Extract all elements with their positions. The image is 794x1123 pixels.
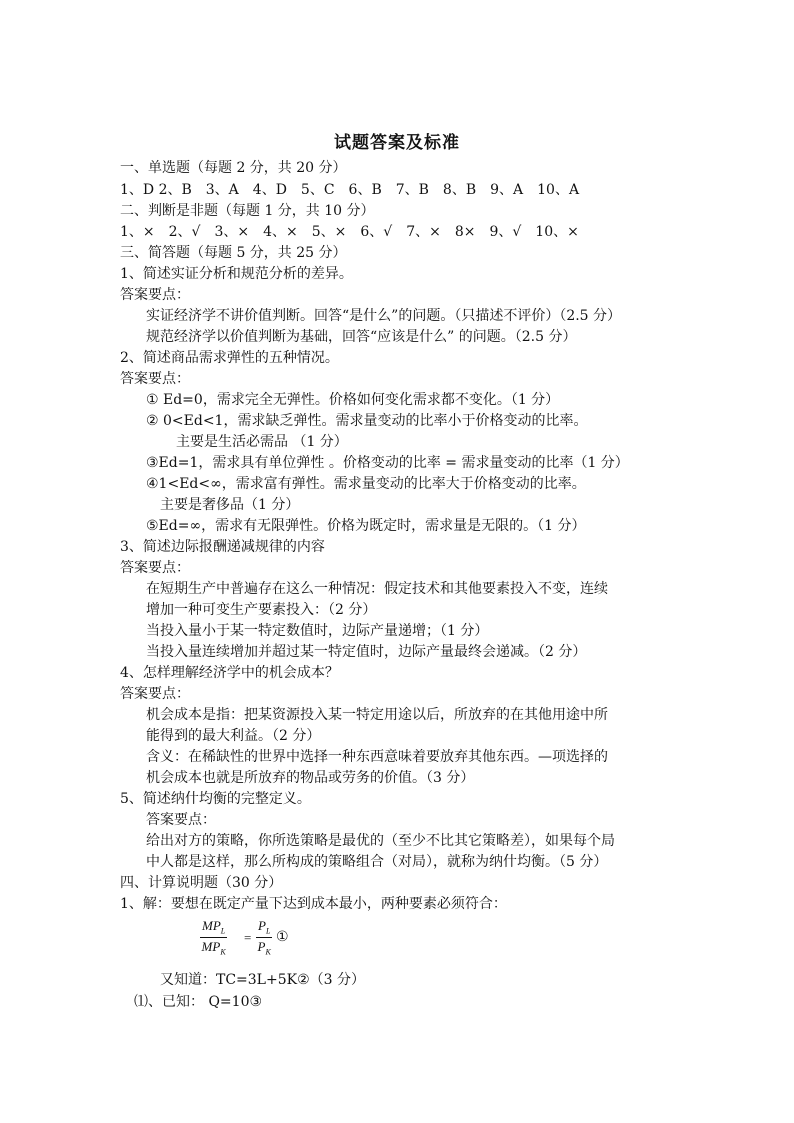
question-line: 4、怎样理解经济学中的机会成本？ bbox=[120, 665, 339, 681]
answer-key-label: 答案要点： bbox=[120, 560, 190, 576]
answer-line: 在短期生产中普遍存在这么一种情况：假定技术和其他要素投入不变，连续 bbox=[146, 581, 608, 597]
answer-line: 规范经济学以价值判断为基础，回答“应该是什么” 的问题。（2.5 分） bbox=[146, 329, 577, 345]
answer-line: 主要是生活必需品 （1 分） bbox=[176, 434, 348, 450]
answer-line: 中人都是这样，那么所构成的策略组合（对局），就称为纳什均衡。（5 分） bbox=[146, 854, 608, 870]
answer-key-label: 答案要点： bbox=[120, 686, 190, 702]
answer-line: 能得到的最大利益。（2 分） bbox=[146, 728, 321, 744]
answer-line: 1、× 2、√ 3、× 4、× 5、× 6、√ 7、× 8× 9、√ 10、× bbox=[120, 224, 579, 240]
marginal-product-ratio-formula bbox=[200, 918, 310, 962]
answer-line: 机会成本也就是所放弃的物品或劳务的价值。（3 分） bbox=[146, 770, 475, 786]
answer-line: ① Ed=0，需求完全无弹性。价格如何变化需求都不变化。（1 分） bbox=[146, 392, 560, 408]
answer-key-label: 答案要点： bbox=[120, 371, 190, 387]
right-fraction bbox=[256, 918, 272, 956]
equals-sign: = bbox=[244, 930, 252, 945]
answer-line: ④1<Ed<∞，需求富有弹性。需求量变动的比率大于价格变动的比率。 bbox=[146, 476, 586, 492]
answer-line: 机会成本是指：把某资源投入某一特定用途以后，所放弃的在其他用途中所 bbox=[146, 707, 608, 723]
right-denominator: P bbox=[257, 938, 266, 954]
question-line: 3、简述边际报酬递减规律的内容 bbox=[120, 539, 325, 555]
left-denominator: MP bbox=[201, 938, 221, 954]
left-numerator-sub: L bbox=[220, 926, 226, 936]
section-heading: 二、判断是非题（每题 1 分，共 10 分） bbox=[120, 203, 375, 219]
left-denominator-sub: K bbox=[220, 947, 226, 957]
answer-line: 又知道：TC=3L+5K②（3 分） bbox=[160, 972, 365, 988]
question-line: 2、简述商品需求弹性的五种情况。 bbox=[120, 350, 339, 366]
equation-number: ① bbox=[276, 929, 289, 945]
answer-line: 主要是奢侈品（1 分） bbox=[160, 497, 300, 513]
answer-line: 实证经济学不讲价值判断。回答“是什么”的问题。（只描述不评价）（2.5 分） bbox=[146, 308, 622, 324]
left-numerator: MP bbox=[202, 918, 221, 933]
right-numerator: P bbox=[258, 918, 266, 933]
answer-line: ⑴、已知： Q=10③ bbox=[134, 994, 263, 1010]
answer-line: 1、解：要想在既定产量下达到成本最小，两种要素必须符合： bbox=[120, 896, 507, 912]
answer-line: ② 0<Ed<1，需求缺乏弹性。需求量变动的比率小于价格变动的比率。 bbox=[146, 413, 588, 429]
answer-line: 当投入量连续增加并超过某一特定值时，边际产量最终会递减。（2 分） bbox=[146, 644, 587, 660]
answer-line: 含义：在稀缺性的世界中选择一种东西意味着要放弃其他东西。—项选择的 bbox=[146, 749, 608, 765]
question-line: 1、简述实证分析和规范分析的差异。 bbox=[120, 266, 353, 282]
answer-line: 1、D 2、B 3、A 4、D 5、C 6、B 7、B 8、B 9、A 10、A bbox=[120, 182, 580, 198]
answer-key-label: 答案要点： bbox=[146, 812, 216, 828]
answer-line: ③Ed=1，需求具有单位弹性 。价格变动的比率 = 需求量变动的比率（1 分） bbox=[146, 455, 629, 471]
answer-key-label: 答案要点： bbox=[120, 287, 190, 303]
left-fraction bbox=[200, 918, 227, 956]
answer-line: 增加一种可变生产要素投入：（2 分） bbox=[146, 602, 377, 618]
answer-line: ⑤Ed=∞，需求有无限弹性。价格为既定时，需求量是无限的。（1 分） bbox=[146, 518, 586, 534]
question-line: 5、简述纳什均衡的完整定义。 bbox=[120, 791, 311, 807]
right-denominator-sub: K bbox=[265, 947, 271, 957]
section-heading: 一、单选题（每题 2 分，共 20 分） bbox=[120, 160, 347, 176]
section-heading: 三、简答题（每题 5 分，共 25 分） bbox=[120, 245, 347, 261]
section-heading: 四、计算说明题（30 分） bbox=[120, 875, 283, 891]
right-numerator-sub: L bbox=[265, 926, 271, 936]
answer-line: 当投入量小于某一特定数值时，边际产量递增；（1 分） bbox=[146, 623, 489, 639]
doc-title: 试题答案及标准 bbox=[334, 133, 460, 153]
answer-line: 给出对方的策略，你所选策略是最优的（至少不比其它策略差），如果每个局 bbox=[146, 833, 615, 849]
